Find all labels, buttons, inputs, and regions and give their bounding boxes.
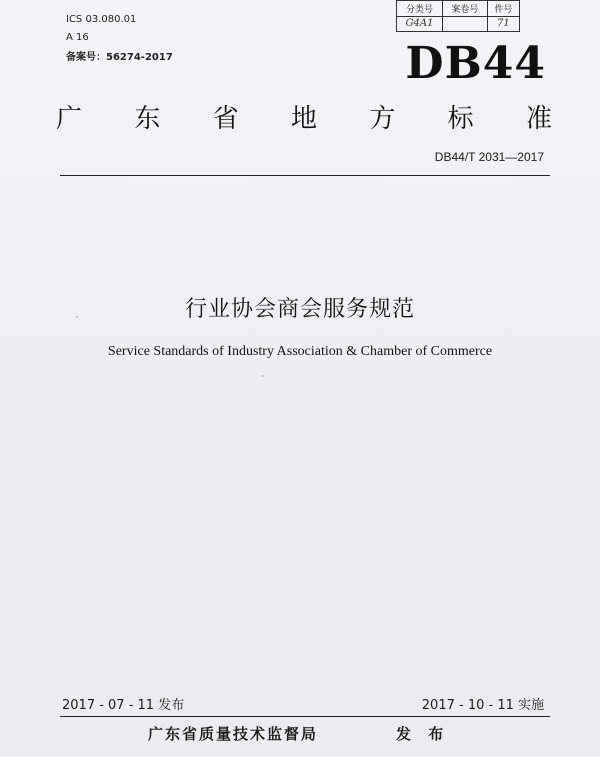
issue-label: 发 布: [396, 725, 450, 743]
stamp-col1-value: G4A1: [397, 16, 443, 32]
standard-type-heading: [56, 98, 552, 135]
top-divider: [60, 175, 550, 176]
publish-date: 2017 - 07 - 11 发布: [62, 698, 185, 713]
heading-char: 广: [56, 104, 83, 134]
heading-char: 省: [212, 104, 239, 134]
document-title-en: Service Standards of Industry Association & Chamber of Commerce: [107, 344, 493, 359]
stamp-col3-value: 71: [487, 16, 519, 32]
issuing-authority: 广东省质量技术监督局: [148, 725, 319, 743]
filing-number: 备案号：56274-2017: [66, 52, 173, 63]
document-title-cn: 行业协会商会服务规范: [184, 297, 415, 322]
stamp-col2-label: 案卷号: [443, 1, 488, 17]
stamp-col2-value: [443, 16, 488, 32]
db44-logo: DB44: [405, 38, 546, 89]
ics-code: ICS 03.080.01: [66, 14, 137, 25]
heading-char: 标: [447, 104, 474, 134]
bottom-divider: [60, 716, 550, 717]
heading-char: 地: [290, 104, 317, 134]
archive-stamp-table: [396, 0, 520, 32]
scan-speck: [262, 375, 264, 377]
classification-code: A 16: [66, 32, 89, 43]
implement-date: 2017 - 10 - 11 实施: [421, 698, 544, 713]
scan-speck: [76, 316, 78, 318]
standard-number: DB44/T 2031—2017: [434, 150, 544, 164]
stamp-col1-label: 分类号: [397, 1, 443, 17]
heading-char: 方: [369, 104, 396, 134]
heading-char: 东: [134, 104, 161, 134]
heading-char: 准: [525, 104, 552, 134]
stamp-col3-label: 件号: [487, 1, 519, 17]
